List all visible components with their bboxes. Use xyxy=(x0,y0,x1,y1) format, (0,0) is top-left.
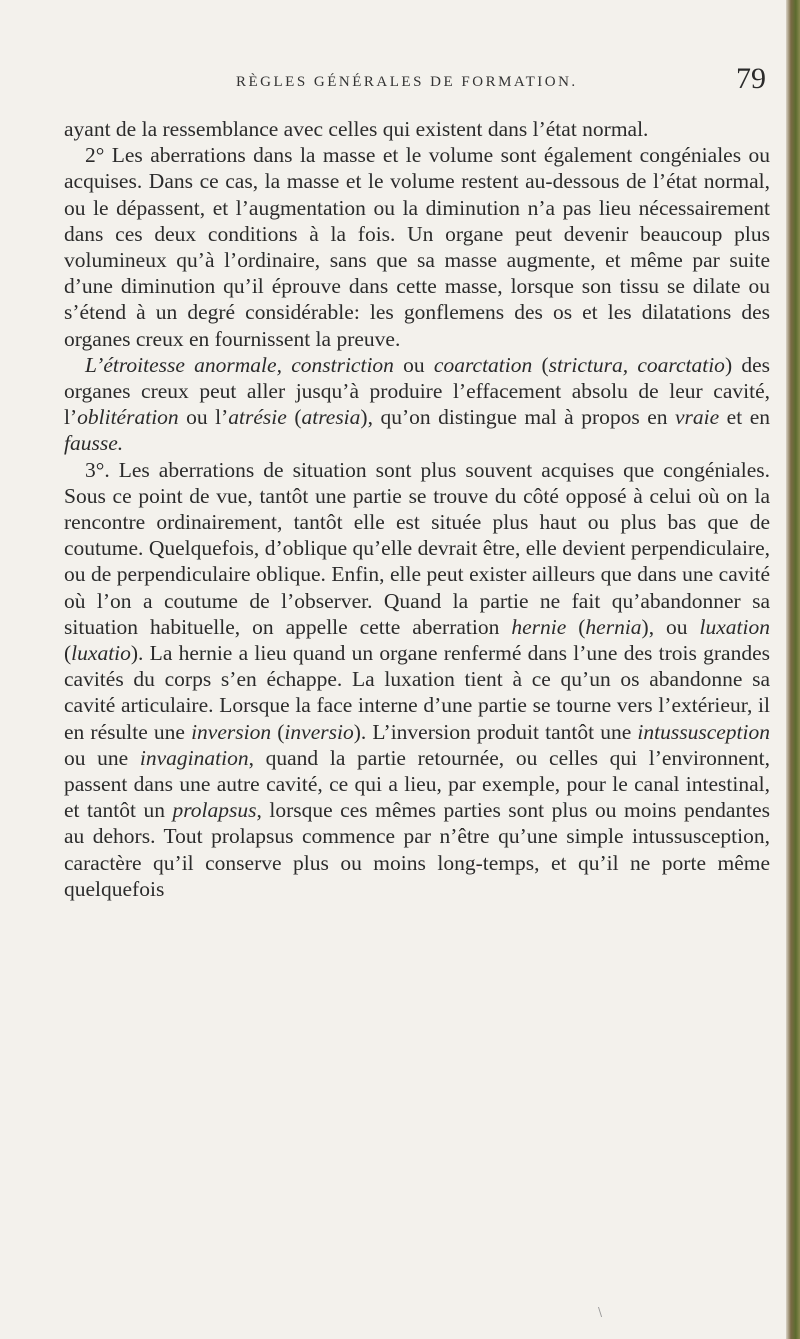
page-header xyxy=(236,62,766,102)
italic-run: hernie xyxy=(511,614,567,639)
text-run: ( xyxy=(566,614,586,639)
stray-mark: \ xyxy=(598,1305,603,1319)
italic-run: inversio xyxy=(284,719,354,744)
text-run: ou une xyxy=(64,745,140,770)
body-text xyxy=(64,116,770,902)
italic-run: luxatio xyxy=(71,641,131,666)
text-run: ). La hernie a lieu quand un organe renfermé dans l’une des trois grandes cavités du corps s’en échappe. La luxation tient à ce qu’un os abandonne sa cavité articulaire. Lorsque la face interne d’une partie se tourne vers l’extérieur, il en résulte une xyxy=(64,641,770,744)
italic-run: prolapsus xyxy=(172,798,257,823)
text-run: ), ou xyxy=(641,614,700,639)
text-run: ou xyxy=(393,352,434,377)
text-run: , lorsque ces mêmes parties sont plus ou moins pendantes au dehors. Tout prolapsus commence par n’être qu’une simple intussusception, caractère qu’il conserve plus ou moins long-temps, et qu’il ne porte même quelquefois xyxy=(64,798,770,901)
paragraph xyxy=(64,142,770,352)
italic-run: atresia xyxy=(301,405,361,430)
text-run: ( xyxy=(532,352,549,377)
running-head: RÈGLES GÉNÉRALES DE FORMATION. xyxy=(236,74,578,90)
italic-run: intussusception xyxy=(637,719,770,744)
text-run: ou l’ xyxy=(178,405,229,430)
italic-run: hernia xyxy=(585,614,642,639)
italic-run: luxation xyxy=(699,614,770,639)
text-run: , quand la partie retournée, ou celles qui l’environnent, passent dans une autre cavité, ce qui a lieu, par exemple, pour le canal intestinal, et tantôt un xyxy=(64,745,770,823)
paragraph xyxy=(64,457,770,902)
italic-run: L’étroitesse anormale, constriction xyxy=(85,352,394,377)
paragraph xyxy=(64,116,770,142)
text-run: ayant de la ressemblance avec celles qui existent dans l’état normal. xyxy=(64,117,649,141)
page-number: 79 xyxy=(736,62,766,95)
text-run: ( xyxy=(64,641,72,666)
text-run: ( xyxy=(286,405,302,430)
text-run: ) des organes creux peut aller jusqu’à produire l’effacement absolu de leur cavité, l’ xyxy=(64,352,771,430)
text-run: ), qu’on distingue mal à propos en xyxy=(360,405,675,430)
text-run: et en xyxy=(719,405,770,430)
text-run: 2° Les aberrations dans la masse et le volume sont également congéniales ou acquises. Dans ce cas, la masse et le volume restent au-dessous de l’état normal, ou le dépassent, et l’augmentation ou la diminution n’a pas lieu nécessairement dans ces deux conditions à la fois. Un organe peut devenir beaucoup plus volumineux qu’à l’ordinaire, sans que sa masse augmente, et même par suite d’une diminution qu’il éprouve dans cette masse, lorsque son tissu se dilate ou s’étend à un degré considérable: les gonflemens des os et les dilatations des organes creux en fournissent la preuve. xyxy=(64,143,770,351)
italic-run: atrésie xyxy=(228,405,287,430)
text-run: 3°. Les aberrations de situation sont plus souvent acquises que congéniales. Sous ce point de vue, tantôt une partie se trouve du côté opposé à celui où on la rencontre ordinairement, tantôt elle est située plus haut ou plus bas que de coutume. Quelquefois, d’oblique qu’elle devrait être, elle devient perpendiculaire, ou de perpendiculaire oblique. Enfin, elle peut exister ailleurs que dans une cavité où l’on a coutume de l’observer. Quand la partie ne fait qu’abandonner sa situation habituelle, on appelle cette aberration xyxy=(64,457,770,639)
italic-run: coarctation xyxy=(433,352,533,377)
page-edge-shadow xyxy=(786,0,800,1339)
italic-run: strictura, coarctatio xyxy=(548,352,725,377)
italic-run: fausse. xyxy=(64,431,124,456)
paragraph xyxy=(64,352,770,457)
italic-run: invagination xyxy=(139,745,249,770)
text-run: ( xyxy=(271,719,285,744)
italic-run: inversion xyxy=(191,719,272,744)
italic-run: vraie xyxy=(675,405,720,430)
italic-run: oblitération xyxy=(77,405,179,430)
text-run: ). L’inversion produit tantôt une xyxy=(353,719,638,744)
